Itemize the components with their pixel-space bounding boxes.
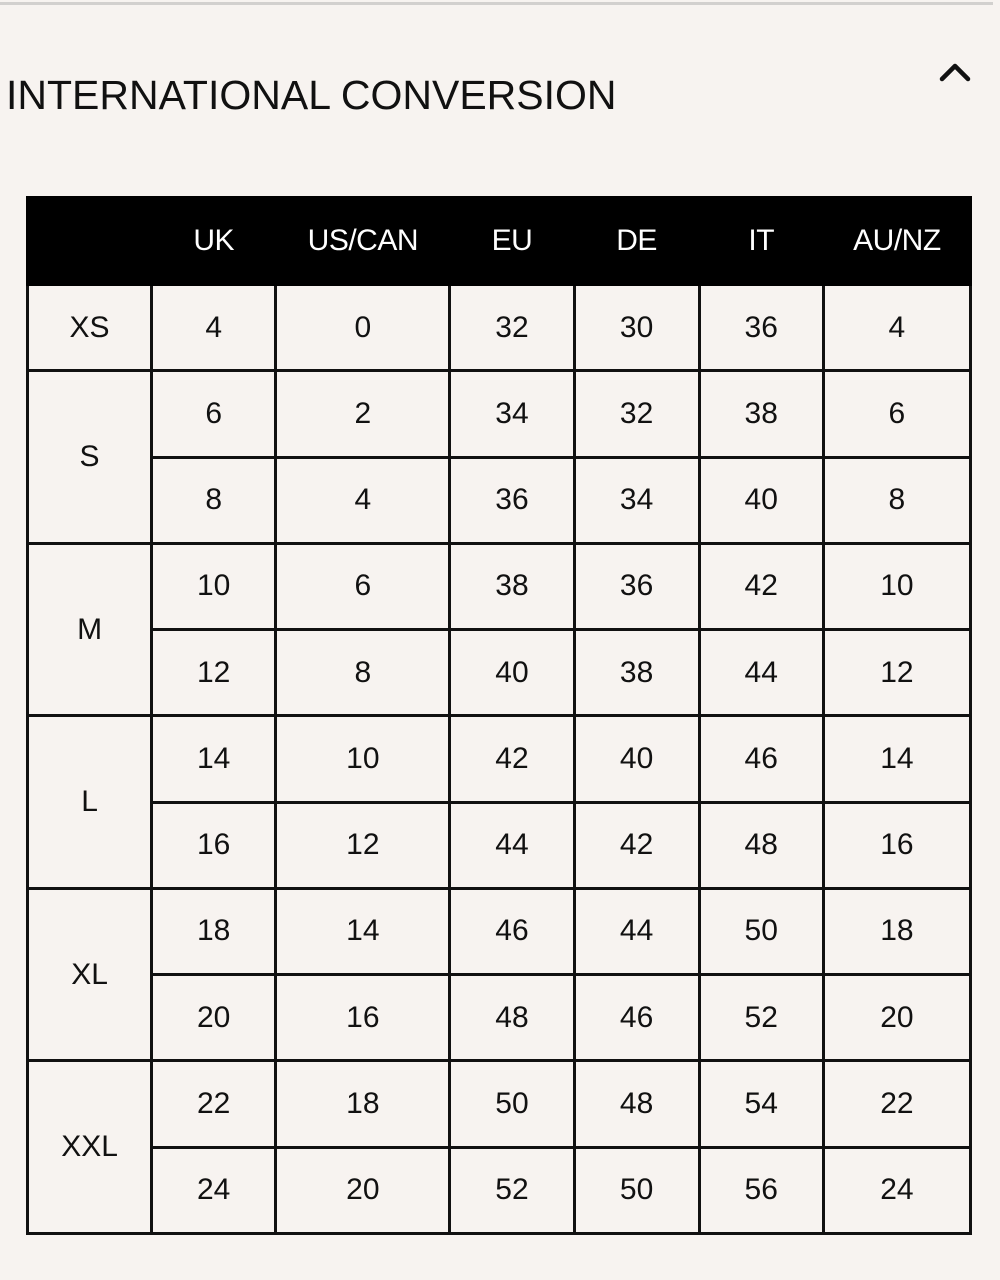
chevron-up-icon	[934, 55, 976, 91]
cell-de: 42	[574, 802, 699, 888]
size-label-xl: XL	[28, 888, 152, 1061]
cell-uk: 18	[152, 888, 276, 974]
collapse-toggle-button[interactable]	[934, 55, 976, 91]
cell-us-can: 16	[276, 975, 450, 1061]
international-conversion-header[interactable]	[0, 55, 1000, 135]
cell-uk: 22	[152, 1061, 276, 1147]
cell-it: 38	[699, 371, 823, 457]
cell-it: 48	[699, 802, 823, 888]
cell-de: 46	[574, 975, 699, 1061]
size-label-xxl: XXL	[28, 1061, 152, 1234]
cell-de: 36	[574, 543, 699, 629]
cell-eu: 46	[450, 888, 574, 974]
size-conversion-table	[26, 196, 972, 1235]
table-header	[28, 198, 971, 285]
header-cell-eu: EU	[450, 198, 574, 285]
cell-au-nz: 4	[823, 285, 970, 371]
cell-au-nz: 14	[823, 716, 970, 802]
cell-us-can: 2	[276, 371, 450, 457]
cell-it: 56	[699, 1147, 823, 1233]
cell-uk: 8	[152, 457, 276, 543]
cell-it: 50	[699, 888, 823, 974]
header-cell-au-nz: AU/NZ	[823, 198, 970, 285]
table-row	[28, 457, 971, 543]
cell-us-can: 4	[276, 457, 450, 543]
cell-de: 34	[574, 457, 699, 543]
cell-de: 44	[574, 888, 699, 974]
cell-de: 50	[574, 1147, 699, 1233]
header-cell-de: DE	[574, 198, 699, 285]
cell-us-can: 8	[276, 630, 450, 716]
cell-au-nz: 20	[823, 975, 970, 1061]
cell-uk: 4	[152, 285, 276, 371]
cell-it: 44	[699, 630, 823, 716]
cell-it: 40	[699, 457, 823, 543]
table-row	[28, 716, 971, 802]
cell-de: 32	[574, 371, 699, 457]
table-row	[28, 285, 971, 371]
header-cell-uk: UK	[152, 198, 276, 285]
cell-eu: 52	[450, 1147, 574, 1233]
cell-it: 42	[699, 543, 823, 629]
cell-us-can: 12	[276, 802, 450, 888]
cell-de: 30	[574, 285, 699, 371]
size-label-xs: XS	[28, 285, 152, 371]
cell-eu: 32	[450, 285, 574, 371]
cell-uk: 12	[152, 630, 276, 716]
cell-au-nz: 6	[823, 371, 970, 457]
cell-au-nz: 12	[823, 630, 970, 716]
header-row	[28, 198, 971, 285]
table-row	[28, 975, 971, 1061]
table-row	[28, 371, 971, 457]
cell-us-can: 0	[276, 285, 450, 371]
cell-uk: 20	[152, 975, 276, 1061]
cell-uk: 16	[152, 802, 276, 888]
table-row	[28, 1147, 971, 1233]
cell-eu: 42	[450, 716, 574, 802]
cell-it: 52	[699, 975, 823, 1061]
cell-au-nz: 16	[823, 802, 970, 888]
cell-eu: 38	[450, 543, 574, 629]
table-row	[28, 543, 971, 629]
cell-eu: 48	[450, 975, 574, 1061]
cell-uk: 14	[152, 716, 276, 802]
cell-uk: 6	[152, 371, 276, 457]
cell-eu: 50	[450, 1061, 574, 1147]
header-cell-size	[28, 198, 152, 285]
cell-au-nz: 18	[823, 888, 970, 974]
cell-us-can: 14	[276, 888, 450, 974]
table-row	[28, 888, 971, 974]
cell-au-nz: 8	[823, 457, 970, 543]
cell-eu: 34	[450, 371, 574, 457]
cell-us-can: 10	[276, 716, 450, 802]
cell-it: 36	[699, 285, 823, 371]
size-label-l: L	[28, 716, 152, 889]
table-row	[28, 802, 971, 888]
header-cell-it: IT	[699, 198, 823, 285]
cell-eu: 44	[450, 802, 574, 888]
size-label-m: M	[28, 543, 152, 716]
table-body	[28, 285, 971, 1234]
cell-de: 40	[574, 716, 699, 802]
cell-au-nz: 24	[823, 1147, 970, 1233]
cell-uk: 24	[152, 1147, 276, 1233]
cell-us-can: 18	[276, 1061, 450, 1147]
cell-de: 38	[574, 630, 699, 716]
cell-us-can: 20	[276, 1147, 450, 1233]
table-row	[28, 630, 971, 716]
section-title: INTERNATIONAL CONVERSION	[6, 72, 617, 118]
cell-eu: 36	[450, 457, 574, 543]
cell-it: 54	[699, 1061, 823, 1147]
size-label-s: S	[28, 371, 152, 544]
top-divider	[0, 2, 993, 5]
table-row	[28, 1061, 971, 1147]
cell-au-nz: 10	[823, 543, 970, 629]
cell-it: 46	[699, 716, 823, 802]
cell-us-can: 6	[276, 543, 450, 629]
cell-eu: 40	[450, 630, 574, 716]
header-cell-us-can: US/CAN	[276, 198, 450, 285]
cell-uk: 10	[152, 543, 276, 629]
cell-de: 48	[574, 1061, 699, 1147]
cell-au-nz: 22	[823, 1061, 970, 1147]
